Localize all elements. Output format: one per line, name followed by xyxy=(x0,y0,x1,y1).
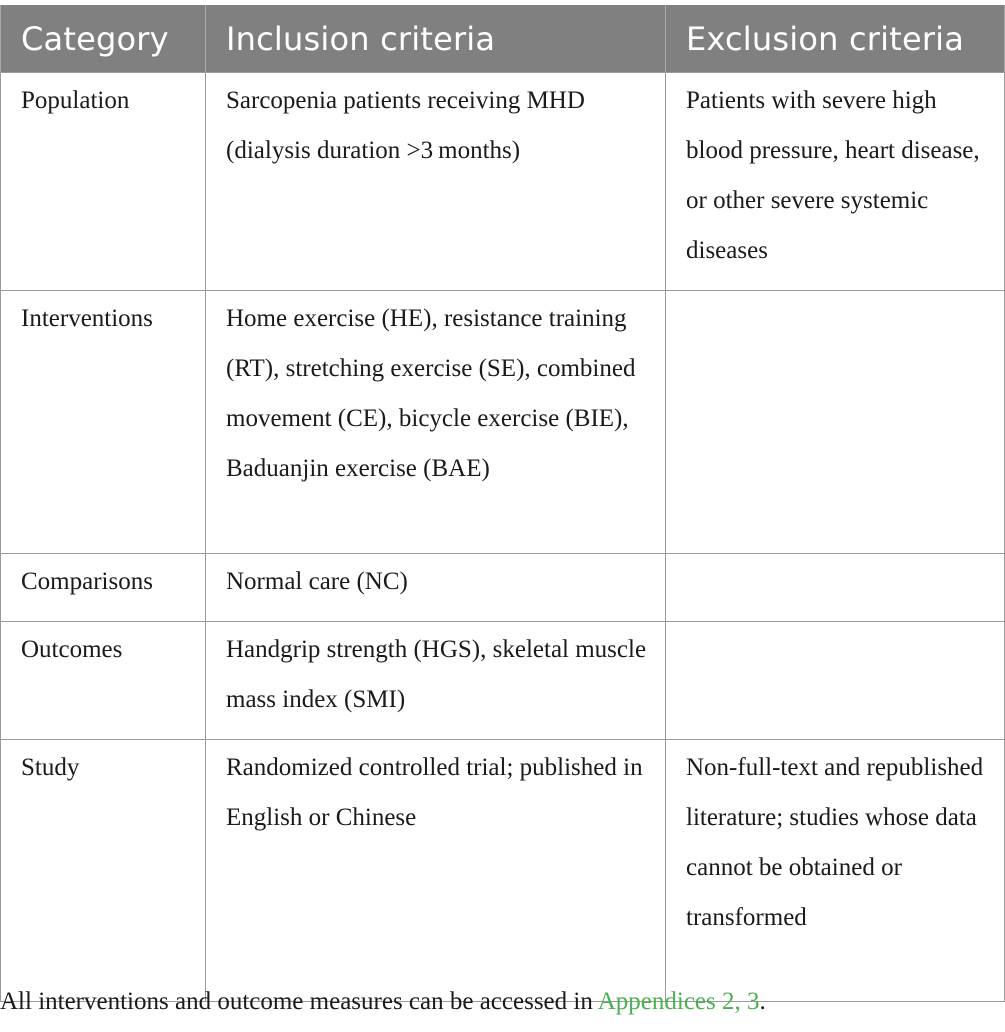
cell-category xyxy=(1,622,206,740)
cell-exclusion xyxy=(666,554,1005,622)
table-row-population xyxy=(1,73,1005,291)
cell-category xyxy=(1,73,206,291)
exclusion-text: Patients with severe high blood pressure, heart disease, or other severe systemic diseases xyxy=(686,87,980,264)
category-text: Comparisons xyxy=(21,568,153,595)
inclusion-text: Randomized controlled trial; published in English or Chinese xyxy=(226,754,643,831)
exclusion-text: Non-full-text and republished literature; studies whose data cannot be obtained or transformed xyxy=(686,754,984,931)
cell-inclusion xyxy=(206,622,666,740)
criteria-table-container xyxy=(0,5,1004,1002)
cell-exclusion xyxy=(666,622,1005,740)
footnote-text: All interventions and outcome measures can be accessed in xyxy=(0,988,598,1015)
cell-inclusion xyxy=(206,73,666,291)
inclusion-text: Handgrip strength (HGS), skeletal muscle mass index (SMI) xyxy=(226,636,647,713)
cell-category xyxy=(1,740,206,1002)
cell-inclusion xyxy=(206,740,666,1002)
category-text: Population xyxy=(21,87,130,114)
header-exclusion-criteria: Exclusion criteria xyxy=(666,5,1005,73)
footnote-end: . xyxy=(759,988,766,1015)
category-text: Interventions xyxy=(21,305,153,332)
table-header-row xyxy=(1,5,1005,73)
table-row-comparisons xyxy=(1,554,1005,622)
category-text: Outcomes xyxy=(21,636,123,663)
cell-exclusion xyxy=(666,291,1005,554)
cell-category xyxy=(1,554,206,622)
cell-exclusion xyxy=(666,740,1005,1002)
cell-category xyxy=(1,291,206,554)
inclusion-text: Sarcopenia patients receiving MHD (dialysis duration >3 months) xyxy=(226,87,585,164)
appendices-link[interactable]: Appendices 2, 3 xyxy=(597,988,760,1015)
cell-exclusion xyxy=(666,73,1005,291)
header-category: Category xyxy=(1,5,206,73)
cell-inclusion xyxy=(206,554,666,622)
criteria-table xyxy=(0,5,1005,1002)
cell-inclusion xyxy=(206,291,666,554)
category-text: Study xyxy=(21,754,80,781)
table-footnote xyxy=(0,988,766,1016)
inclusion-text: Normal care (NC) xyxy=(226,568,408,595)
table-row-outcomes xyxy=(1,622,1005,740)
header-inclusion-criteria: Inclusion criteria xyxy=(206,5,666,73)
table-row-study xyxy=(1,740,1005,1002)
table-row-interventions xyxy=(1,291,1005,554)
inclusion-text: Home exercise (HE), resistance training (RT), stretching exercise (SE), combined movement (CE), bicycle exercise (BIE), Baduanjin exercise (BAE) xyxy=(226,305,636,482)
